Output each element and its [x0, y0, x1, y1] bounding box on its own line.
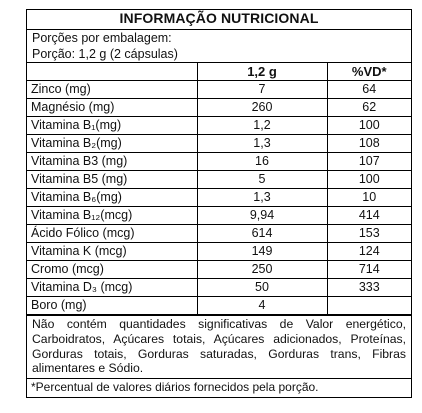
nutrient-name: Ácido Fólico (mcg): [27, 225, 197, 243]
nutrient-amount: 16: [197, 153, 327, 171]
nutrient-name: Vitamina B₂(mg): [27, 135, 197, 153]
table-row: [27, 135, 411, 153]
nutrient-amount: 1,2: [197, 117, 327, 135]
nutrient-daily-value: 124: [327, 243, 411, 261]
nutrition-facts-label: [26, 9, 412, 398]
nutrient-daily-value: 100: [327, 171, 411, 189]
nutrient-name: Cromo (mcg): [27, 261, 197, 279]
table-row: [27, 261, 411, 279]
table-row: [27, 153, 411, 171]
table-row: [27, 243, 411, 261]
nutrient-daily-value: 414: [327, 207, 411, 225]
non-significant-note: Não contém quantidades significativas de Valor energético, Carboidratos, Açúcares totais, Açúcares adicionados, Proteínas, Gorduras totais, Gorduras saturadas, Gorduras trans, Fibras alimentares e Sódio.: [27, 315, 411, 378]
nutrient-daily-value: [327, 297, 411, 315]
nutrient-name: Vitamina B5 (mg): [27, 171, 197, 189]
nutrient-amount: 614: [197, 225, 327, 243]
daily-value-footnote: *Percentual de valores diários fornecidos pela porção.: [27, 378, 411, 397]
nutrient-name: Boro (mg): [27, 297, 197, 315]
nutrient-daily-value: 62: [327, 99, 411, 117]
table-row: [27, 207, 411, 225]
column-header-nutrient: [27, 63, 197, 81]
nutrient-daily-value: 153: [327, 225, 411, 243]
nutrient-name: Vitamina K (mcg): [27, 243, 197, 261]
nutrient-daily-value: 108: [327, 135, 411, 153]
label-title: INFORMAÇÃO NUTRICIONAL: [27, 10, 411, 30]
table-row: [27, 171, 411, 189]
table-row: [27, 279, 411, 297]
nutrient-name: Vitamina B₆(mg): [27, 189, 197, 207]
nutrient-daily-value: 100: [327, 117, 411, 135]
table-row: [27, 297, 411, 315]
nutrient-amount: 5: [197, 171, 327, 189]
nutrient-daily-value: 10: [327, 189, 411, 207]
table-row: [27, 225, 411, 243]
nutrient-name: Zinco (mg): [27, 81, 197, 99]
table-row: [27, 99, 411, 117]
nutrient-daily-value: 107: [327, 153, 411, 171]
nutrient-amount: 1,3: [197, 135, 327, 153]
nutrient-name: Vitamina B₁(mg): [27, 117, 197, 135]
nutrient-name: Vitamina B3 (mg): [27, 153, 197, 171]
nutrient-amount: 7: [197, 81, 327, 99]
nutrient-amount: 260: [197, 99, 327, 117]
nutrient-amount: 1,3: [197, 189, 327, 207]
table-row: [27, 189, 411, 207]
nutrient-amount: 4: [197, 297, 327, 315]
table-row: [27, 81, 411, 99]
nutrient-amount: 9,94: [197, 207, 327, 225]
column-header-amount: 1,2 g: [197, 63, 327, 81]
table-header-row: [27, 63, 411, 81]
nutrient-table: [27, 63, 411, 315]
nutrient-amount: 250: [197, 261, 327, 279]
nutrient-daily-value: 64: [327, 81, 411, 99]
nutrient-daily-value: 714: [327, 261, 411, 279]
column-header-daily-value: %VD*: [327, 63, 411, 81]
serving-size: Porção: 1,2 g (2 cápsulas): [27, 46, 411, 63]
nutrient-daily-value: 333: [327, 279, 411, 297]
nutrient-amount: 50: [197, 279, 327, 297]
table-row: [27, 117, 411, 135]
servings-per-pack: Porções por embalagem:: [32, 31, 172, 45]
nutrient-name: Magnésio (mg): [27, 99, 197, 117]
nutrient-name: Vitamina D₃ (mcg): [27, 279, 197, 297]
nutrient-name: Vitamina B₁₂(mcg): [27, 207, 197, 225]
nutrient-amount: 149: [197, 243, 327, 261]
